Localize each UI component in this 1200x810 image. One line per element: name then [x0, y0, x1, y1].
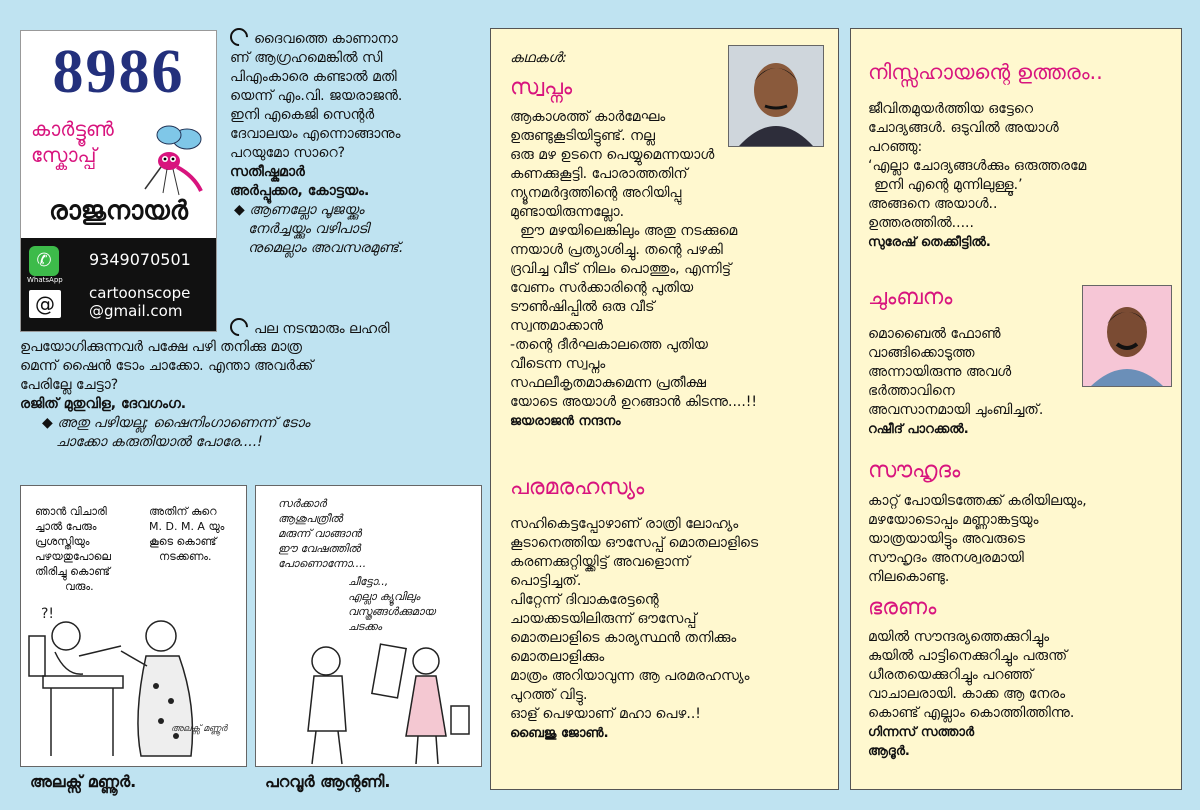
bubble-line: ഈ വേഷത്തിൽ	[278, 542, 361, 555]
svg-text:?!: ?!	[41, 606, 55, 622]
bubble-line: തിരിച്ചു കൊണ്ട്	[35, 565, 110, 578]
question-mark-icon	[226, 314, 251, 339]
bubble-line: M. D. M. A യും	[149, 520, 225, 533]
story-1-title: സ്വപ്നം	[510, 75, 573, 100]
story-1-author: ജയരാജൻ നന്ദനം	[510, 414, 621, 429]
question-line: പേരില്ലേ ചേട്ടാ?	[20, 377, 119, 393]
letter-1-question	[230, 28, 480, 163]
story-line: ‘എല്ലാ ചോദ്യങ്ങൾക്കും ഒരുത്തരമേ	[868, 158, 1087, 174]
story-2-author: ബൈജു ജോൺ.	[510, 726, 609, 741]
answer-line: ആണല്ലോ പൂജയ്ക്കും	[249, 202, 365, 218]
story-line: അങ്ങനെ അയാൾ..	[868, 196, 998, 212]
story-line: ഉരുണ്ടുകൂടിയിട്ടുണ്ട്. നല്ല	[510, 128, 655, 144]
logo-box	[20, 30, 217, 332]
story-line: -തന്റെ ദീർഘകാലത്തെ പുതിയ	[510, 337, 708, 353]
right-story-1-title: നിസ്സഹായന്റെ ഉത്തരം..	[868, 60, 1103, 84]
story-line: വീടെന്ന സ്വപ്നം	[510, 356, 606, 372]
right-story-4-author: ഗിന്നസ് സത്താർ	[868, 725, 975, 740]
story-line: കുയിൽ പാട്ടിനെക്കുറിച്ചും പരുന്ത്	[868, 648, 1068, 664]
story-line: സൗഹൃദം അനശ്വരമായി	[868, 550, 1024, 566]
cartoon-drawing-2	[256, 636, 481, 766]
email-line-1: cartoonscope	[89, 284, 191, 302]
letter-2-lead	[230, 318, 480, 339]
story-line: മൊതലാളിടെ കാര്യസ്ഥൻ തനിക്കും	[510, 630, 737, 646]
story-line: കാറ്റ് പോയിടത്തേക്ക് കരിയിലയും,	[868, 493, 1087, 509]
question-line: ണ് ആഗ്രഹമെങ്കിൽ സി	[230, 50, 383, 66]
story-line: പൊട്ടിച്ചത്.	[510, 573, 582, 589]
story-line: ധീരതയെക്കുറിച്ചും പറഞ്ഞ്	[868, 667, 1034, 683]
story-1	[510, 75, 730, 100]
speech-bubble-right	[149, 504, 224, 564]
letter-1-answer: ◆ ആണല്ലോ പൂജയ്ക്കും നേർച്ചയ്ക്കും വഴിപാടി നുമെല്ലാം അവസരമുണ്ട്.	[230, 201, 480, 258]
speech-bubble-left	[35, 504, 111, 594]
cartoon-panel-2	[255, 485, 482, 767]
story-line: സ്വന്തമാക്കാൻ	[510, 318, 604, 334]
bubble-line: നടക്കണം.	[159, 550, 212, 563]
answer-line: ചാക്കോ കരുതിയാൽ പോരേ....!	[56, 434, 263, 450]
story-line: പിറ്റേന്ന് ദിവാകരേട്ടന്റെ	[510, 592, 659, 608]
logo-name: രാജുനായർ	[49, 196, 188, 226]
bubble-line: ചീട്ടോ..,	[348, 575, 389, 588]
story-1-body	[510, 108, 830, 431]
question-mark-icon	[226, 24, 251, 49]
answer-line: നേർച്ചയ്ക്കും വഴിപാടി	[248, 221, 369, 237]
story-line: ഉത്തരത്തിൽ.....	[868, 215, 974, 231]
stories-section-label: കഥകൾ:	[510, 50, 568, 66]
speech-bubble-mid	[348, 574, 435, 634]
letter-1-author: സതീഷ്കുമാർ	[230, 164, 305, 180]
bubble-line: പോണൊന്നോ....	[278, 557, 367, 570]
logo-number: 8986	[52, 38, 185, 106]
right-story-3-body	[868, 492, 1173, 587]
letter-1	[230, 28, 480, 258]
right-story-2-body	[868, 325, 1078, 439]
story-line: ദ്രവിച്ച വീട് നിലം പൊത്തും, എന്നിട്ട്	[510, 261, 732, 277]
bubble-line: പഴയതുപോലെ	[35, 550, 111, 563]
logo-subtitle-2: സ്കോപ്പ്	[31, 143, 97, 167]
question-line: മെന്ന് ഷൈൻ ടോം ചാക്കോ. എന്താ അവർക്ക്	[20, 358, 314, 374]
bubble-line: ചടക്കം	[348, 620, 382, 633]
contact-panel	[21, 238, 216, 331]
story-line: ന്യൂനമർദ്ദത്തിന്റെ അറിയിപ്പു	[510, 185, 682, 201]
bubble-line: ഞാൻ വിചാരി	[35, 505, 107, 518]
bubble-line: ആശുപത്രീൽ	[278, 512, 343, 525]
question-line: യെന്ന് എം.വി. ജയരാജൻ.	[230, 88, 403, 104]
cartoon-panel-1	[20, 485, 247, 767]
author-photo-2	[1082, 285, 1172, 387]
bubble-line: അതിന് കുറെ	[149, 505, 217, 518]
question-line: പല നടന്മാരും ലഹരി	[254, 321, 390, 337]
story-line: ഒരു മഴ ഉടനെ പെയ്യുമെന്നയാൾ	[510, 147, 715, 163]
story-line: വേണം സർക്കാരിന്റെ പുതിയ	[510, 280, 694, 296]
cartoon-drawing-1	[21, 606, 246, 766]
story-line: ടൗൺഷിപ്പിൽ ഒരു വീട്	[510, 299, 655, 315]
letter-1-place: അർപ്പൂക്കര, കോട്ടയം.	[230, 183, 370, 199]
right-story-3-title: സൗഹൃദം	[868, 458, 961, 483]
story-line: നിലകൊണ്ടു.	[868, 569, 950, 585]
bubble-line: എല്ലാ ക്യൂവിലും	[348, 590, 420, 603]
logo-subtitle-1: കാർട്ടൂൺ	[31, 117, 114, 141]
question-line: പറയുമോ സാറെ?	[230, 145, 346, 161]
speech-bubble-top	[278, 496, 366, 571]
story-line: ഈ മഴയിലെങ്കിലും അതു നടക്കുമെ	[520, 223, 738, 239]
phone-number: 9349070501	[89, 250, 191, 269]
story-line: മൊതലാളിക്കും	[510, 649, 605, 665]
right-story-1-body	[868, 100, 1173, 252]
story-line: അന്നായിരുന്നു അവൾ	[868, 364, 1012, 380]
right-story-4-body	[868, 628, 1173, 761]
story-line: ന്നയാൾ പ്രത്യാശിച്ചു. തന്റെ പഴകി	[510, 242, 723, 258]
story-line: വാങ്ങിക്കൊടുത്ത	[868, 345, 975, 361]
right-story-4-place: ആദൂർ.	[868, 744, 910, 759]
story-line: മാത്രം അറിയാവുന്ന ആ പരമരഹസ്യം	[510, 668, 750, 684]
bubble-line: മരുന്ന് വാങ്ങാൻ	[278, 527, 362, 540]
story-line: ചായക്കടയിലിരുന്ന് ഔസേപ്പ്	[510, 611, 697, 627]
bubble-line: സർക്കാർ	[278, 497, 327, 510]
story-line: ഓള് പെഴയാണ് മഹാ പെഴ..!	[510, 706, 701, 722]
story-line: മഴയോടൊപ്പം മണ്ണാങ്കട്ടയും	[868, 512, 1039, 528]
story-line: സഫലീകൃതമാകുമെന്ന പ്രതീക്ഷ	[510, 375, 706, 391]
question-line: ഇനി എകെജി സെന്റർ	[230, 107, 375, 123]
story-line: ആകാശത്ത് കാർമേഘം	[510, 109, 666, 125]
story-line: കൂടാനെത്തിയ ഔസേപ്പ് മൊതലാളിടെ	[510, 535, 759, 551]
email-line-2: @gmail.com	[89, 302, 183, 320]
letter-2-author: രജിത് മുതുവിള, ദേവഗംഗ.	[20, 396, 187, 412]
question-line: ഉപയോഗിക്കുന്നവർ പക്ഷേ പഴി തനിക്കു മാത്ര	[20, 339, 302, 355]
story-line: അവസാനമായി ചുംബിച്ചത്.	[868, 402, 1044, 418]
answer-line: നുമെല്ലാം അവസരമുണ്ട്.	[248, 240, 404, 256]
story-line: പുറത്ത് വിട്ടു.	[510, 687, 588, 703]
answer-line: അതു പഴിയല്ല; ഷൈനിംഗാണെന്ന് ടോം	[57, 415, 310, 431]
story-2-title: പരമരഹസ്യം	[510, 475, 645, 500]
portrait-icon	[1083, 286, 1171, 386]
question-line: ദൈവത്തെ കാണാനാ	[254, 31, 398, 47]
cartoon-1-caption: അലക്സ് മണ്ണൂർ.	[30, 772, 137, 791]
question-line: പിഎംകാരെ കണ്ടാൽ മതി	[230, 69, 397, 85]
story-line: പറഞ്ഞു:	[868, 139, 923, 155]
whatsapp-label: WhatsApp	[27, 276, 63, 284]
bubble-line: പ്രശസ്തിയും	[35, 535, 90, 548]
story-line: വാചാലരായി. കാക്ക ആ നേരം	[868, 686, 1066, 702]
right-story-2-author: റഷീദ് പാറക്കൽ.	[868, 422, 969, 437]
bubble-line: ച്ചാൽ പേരും	[35, 520, 97, 533]
email-icon: @	[29, 290, 61, 318]
bubble-line: വസ്ത്രങ്ങൾക്കുമായ	[348, 605, 436, 618]
right-story-1-author: സുരേഷ് തെക്കീട്ടിൽ.	[868, 235, 991, 250]
story-line: സഹികെട്ടപ്പോഴാണ് രാത്രി ലോഹ്യം	[510, 516, 739, 532]
story-line: ജീവിതമുയർത്തിയ ഒട്ടേറെ	[868, 101, 1034, 117]
question-line: ദേവാലയം എന്നൊങ്ങാനും	[230, 126, 401, 142]
story-line: കണക്കുകൂട്ടി. പോരാത്തതിന്	[510, 166, 688, 182]
story-line: കരണക്കുറ്റിയ്ക്കിട്ട് അവളൊന്ന്	[510, 554, 690, 570]
story-line: ഭർത്താവിനെ	[868, 383, 955, 399]
story-line: മൊബൈൽ ഫോൺ	[868, 326, 1001, 342]
right-story-4-title: ഭരണം	[868, 595, 937, 620]
story-line: യോടെ അയാൾ ഉറങ്ങാൻ കിടന്നു....!!	[510, 394, 758, 410]
story-line: മുണ്ടായിരുന്നല്ലോ.	[510, 204, 625, 220]
whatsapp-icon: ✆	[29, 246, 59, 276]
bubble-line: കൂടെ കൊണ്ട്	[149, 535, 217, 548]
story-2-body	[510, 515, 830, 743]
story-line: യാത്രയായിട്ടും അവരുടെ	[868, 531, 1025, 547]
artist-signature-1: അലക്സ് മണ്ണൂർ	[171, 724, 228, 734]
letter-2-answer: ◆ അതു പഴിയല്ല; ഷൈനിംഗാണെന്ന് ടോം ചാക്കോ കരുതിയാൽ പോരേ....!	[20, 414, 480, 452]
story-line: കൊണ്ട് എല്ലാം കൊത്തിത്തിന്നു.	[868, 705, 1075, 721]
cartoon-2-caption: പറവൂർ ആന്റണി.	[265, 772, 391, 791]
story-line: ചോദ്യങ്ങൾ. ഒടുവിൽ അയാൾ	[868, 120, 1059, 136]
right-story-2-title: ചുംബനം	[868, 285, 953, 310]
mosquito-icon	[139, 121, 209, 201]
story-line: ഇനി എന്റെ മുന്നിലുള്ളൂ.’	[874, 177, 1023, 193]
story-line: മയിൽ സൗന്ദര്യത്തെക്കുറിച്ചും	[868, 629, 1050, 645]
bubble-line: വരും.	[65, 580, 94, 593]
letter-2	[20, 338, 480, 452]
